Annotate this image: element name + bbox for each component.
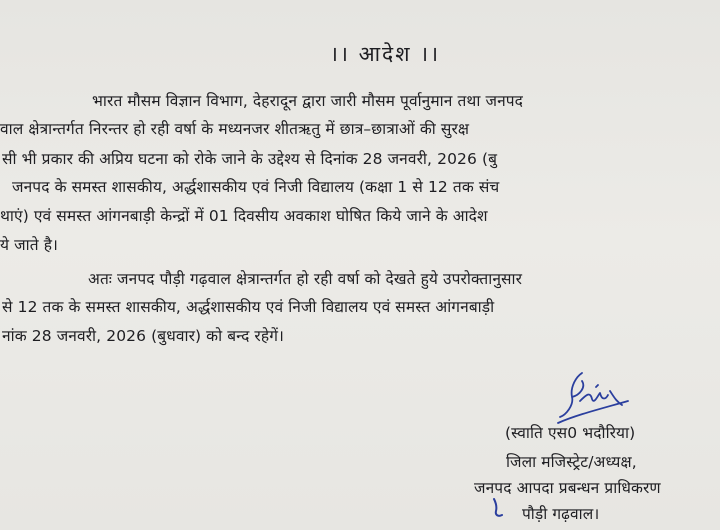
- paragraph-1-line-5: थाएं) एवं समस्त आंगनबाड़ी केन्द्रों में 01 दिवसीय अवकाश घोषित किये जाने के आदेश: [0, 207, 488, 225]
- order-title: ।। आदेश ।।: [330, 42, 441, 66]
- paragraph-2-line-1: अतः जनपद पौड़ी गढ़वाल क्षेत्रान्तर्गत हो रही वर्षा को देखते हुये उपरोक्तानुसार: [88, 270, 523, 288]
- paragraph-1-line-3: सी भी प्रकार की अप्रिय घटना को रोके जाने के उद्देश्य से दिनांक 28 जनवरी, 2026 (बु: [2, 150, 498, 168]
- signatory-designation: जिला मजिस्ट्रेट/अध्यक्ष,: [506, 453, 637, 471]
- paragraph-2-line-2: से 12 तक के समस्त शासकीय, अर्द्धशासकीय एवं निजी विद्यालय एवं समस्त आंगनबाड़ी: [2, 298, 495, 316]
- signatory-district: पौड़ी गढ़वाल।: [522, 505, 600, 523]
- pen-tick-mark: [490, 495, 508, 521]
- signatory-authority: जनपद आपदा प्रबन्धन प्राधिकरण: [474, 479, 661, 497]
- paragraph-1-line-2: वाल क्षेत्रान्तर्गत निरन्तर हो रही वर्षा के मध्यनजर शीतऋतु में छात्र–छात्राओं की सुरक्ष: [0, 120, 470, 138]
- signatory-name: (स्वाति एस0 भदौरिया): [505, 424, 636, 442]
- paragraph-2-line-3: नांक 28 जनवरी, 2026 (बुधवार) को बन्द रहेगें।: [2, 327, 284, 345]
- paragraph-1-line-1: भारत मौसम विज्ञान विभाग, देहरादून द्वारा जारी मौसम पूर्वानुमान तथा जनपद: [92, 92, 524, 110]
- paragraph-1-line-6: ये जाते है।: [0, 236, 58, 254]
- paragraph-1-line-4: जनपद के समस्त शासकीय, अर्द्धशासकीय एवं निजी विद्यालय (कक्षा 1 से 12 तक संच: [12, 178, 500, 196]
